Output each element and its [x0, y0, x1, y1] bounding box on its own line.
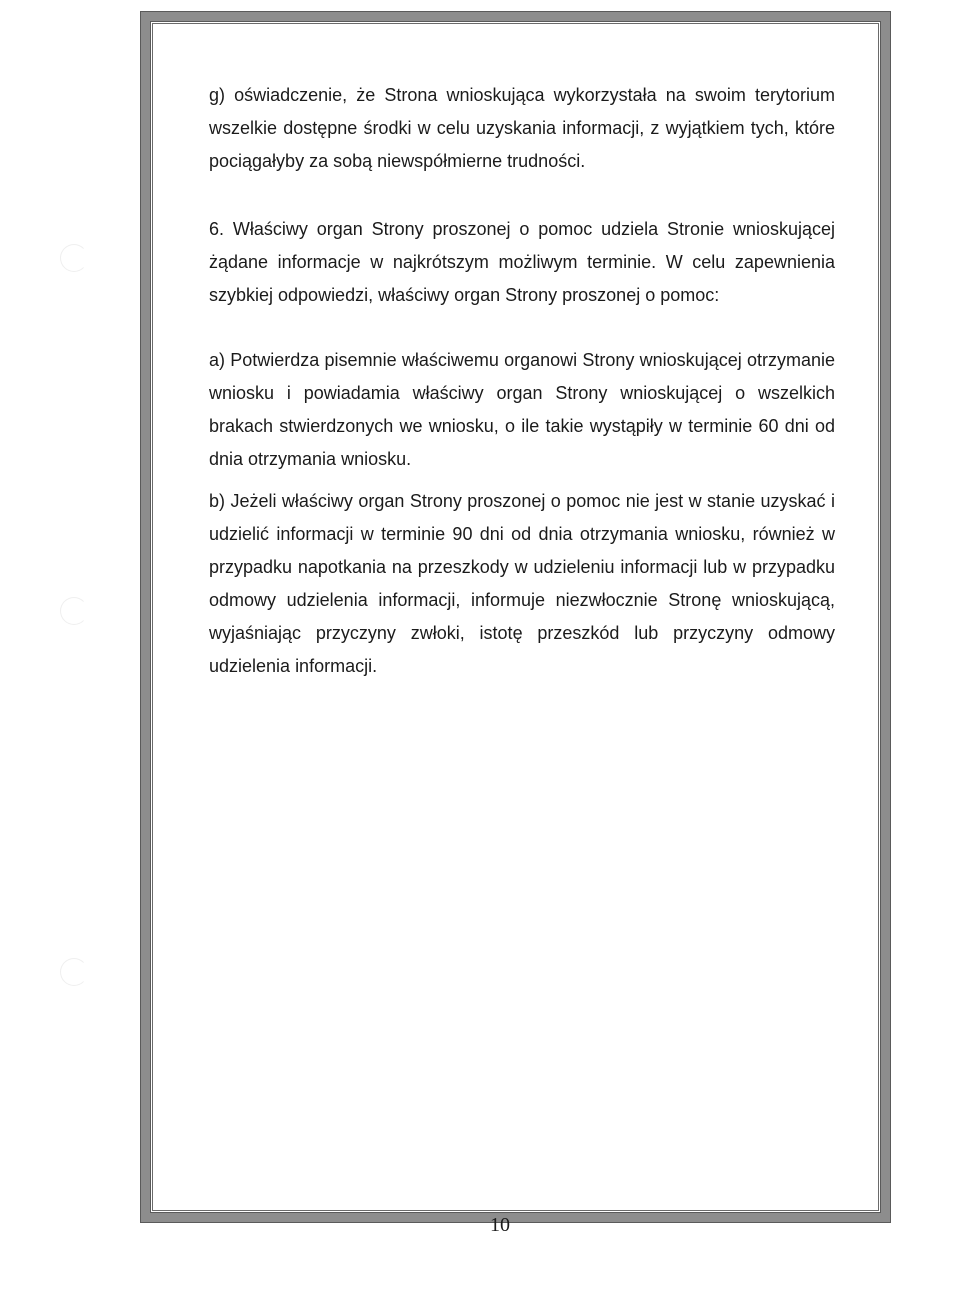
page-number-text: 10	[490, 1214, 510, 1236]
punch-hole-mark	[60, 958, 88, 986]
paragraph-g	[209, 79, 835, 178]
paragraph-a	[209, 344, 835, 476]
punch-hole-mark	[60, 244, 88, 272]
paragraph-b-text: b) Jeżeli właściwy organ Strony proszonej o pomoc nie jest w stanie uzyskać i udzielić informacji w terminie 90 dni od dnia otrzymania wniosku, również w przypadku napotkania na przeszkody w udzieleniu informacji lub w przypadku odmowy udzielenia informacji, informuje niezwłocznie Stronę wnioskującą, wyjaśniając przyczyny zwłoki, istotę przeszkód lub przyczyny odmowy udzielenia informacji.	[209, 491, 835, 676]
page-number	[0, 1214, 960, 1237]
punch-hole-mark	[60, 597, 88, 625]
paragraph-6	[209, 213, 835, 312]
paragraph-6-text: 6. Właściwy organ Strony proszonej o pomoc udziela Stronie wnioskującej żądane informacje w najkrótszym możliwym terminie. W celu zapewnienia szybkiej odpowiedzi, właściwy organ Strony proszonej o pomoc:	[209, 219, 835, 305]
paragraph-a-text: a) Potwierdza pisemnie właściwemu organowi Strony wnioskującej otrzymanie wniosku i powiadamia właściwy organ Strony wnioskującej o wszelkich brakach stwierdzonych we wniosku, o ile takie wystąpiły w terminie 60 dni od dnia otrzymania wniosku.	[209, 350, 835, 469]
paragraph-b	[209, 485, 835, 683]
paragraph-g-text: g) oświadczenie, że Strona wnioskująca wykorzystała na swoim terytorium wszelkie dostępne środki w celu uzyskania informacji, z wyjątkiem tych, które pociągałyby za sobą niewspółmierne trudności.	[209, 85, 835, 171]
